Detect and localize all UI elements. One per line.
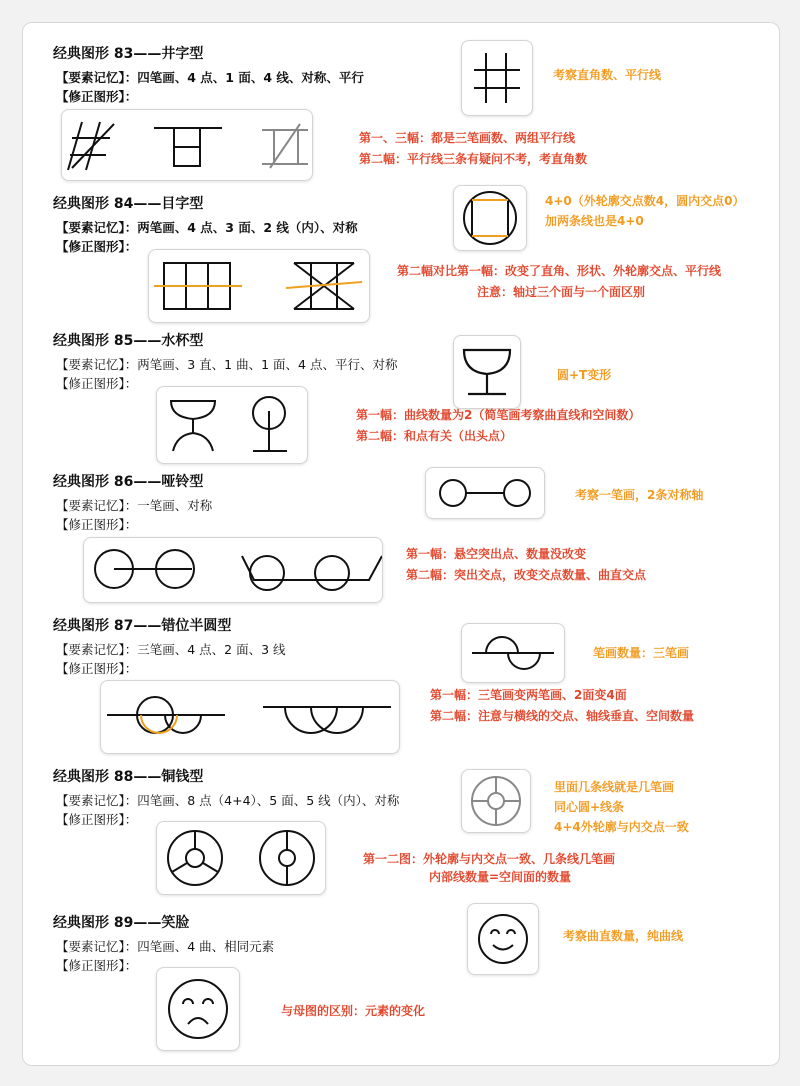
section-84-note-1: 第二幅对比第一幅：改变了直角、形状、外轮廓交点、平行线 (397, 264, 722, 278)
section-88-note-2: 内部线数量=空间面的数量 (429, 870, 572, 884)
cup-figure (454, 336, 520, 408)
section-83-variants (62, 110, 312, 180)
section-85-mother-figure (453, 335, 521, 409)
section-83-title: 经典图形 83——井字型 (53, 46, 204, 62)
section-89-title: 经典图形 89——笑脸 (53, 915, 190, 931)
section-86-title: 经典图形 86——哑铃型 (53, 474, 204, 490)
section-87-memory: 【要素记忆】：三笔画、4 点、2 面、3 线 (56, 642, 286, 657)
section-83-note-1: 第一、三幅：都是三笔画数、两组平行线 (359, 131, 576, 145)
section-89-side-note: 考察曲直数量，纯曲线 (563, 929, 684, 943)
tic-tac-toe-figure (462, 41, 532, 115)
section-85-correction-figures (156, 386, 308, 464)
section-86-note-1: 第一幅：悬空突出点、数量没改变 (406, 547, 587, 561)
section-85-variants (157, 387, 307, 463)
section-85-title: 经典图形 85——水杯型 (53, 333, 204, 349)
section-87-correction: 【修正图形】： (56, 661, 138, 676)
section-89-correction: 【修正图形】： (56, 958, 138, 973)
section-83-memory: 【要素记忆】：四笔画、4 点、1 面、4 线、对称、平行 (56, 70, 364, 85)
section-88-side-note-3: 4+4外轮廓与内交点一致 (554, 820, 689, 834)
section-84-memory: 【要素记忆】：两笔画、4 点、3 面、2 线（内）、对称 (56, 220, 358, 235)
section-87-note-2: 第二幅：注意与横线的交点、轴线垂直、空间数量 (430, 709, 695, 723)
section-89-note-1: 与母图的区别：元素的变化 (281, 1004, 426, 1018)
section-88-variants (157, 822, 325, 894)
section-87-title: 经典图形 87——错位半圆型 (53, 618, 232, 634)
section-87-mother-figure (461, 623, 565, 683)
section-87-note-1: 第一幅：三笔画变两笔画、2面变4面 (430, 688, 627, 702)
coin-figure (462, 770, 530, 832)
section-84-side-note-2: 加两条线也是4+0 (545, 214, 644, 228)
section-83-note-2: 第二幅：平行线三条有疑问不考，考直角数 (359, 152, 588, 166)
section-86-note-2: 第二幅：突出交点，改变交点数量、曲直交点 (406, 568, 647, 582)
offset-semicircle-figure (462, 624, 564, 682)
section-86-correction-figures (83, 537, 383, 603)
section-84-side-note-1: 4+0（外轮廓交点数4，圆内交点0） (545, 194, 745, 208)
section-84-mother-figure (453, 185, 527, 251)
section-84-variants (149, 250, 369, 322)
document-page (22, 22, 780, 1066)
section-85-correction: 【修正图形】： (56, 376, 138, 391)
section-88-side-note-1: 里面几条线就是几笔画 (554, 780, 675, 794)
section-84-correction-figures (148, 249, 370, 323)
section-88-note-1: 第一二图：外轮廓与内交点一致、几条线几笔画 (363, 852, 616, 866)
section-88-correction: 【修正图形】： (56, 812, 138, 827)
section-85-memory: 【要素记忆】：两笔画、3 直、1 曲、1 面、4 点、平行、对称 (56, 357, 398, 372)
section-83-mother-figure (461, 40, 533, 116)
section-85-side-note: 圆+T变形 (557, 368, 612, 382)
section-87-side-note: 笔画数量：三笔画 (593, 646, 690, 660)
section-86-variants (84, 538, 382, 602)
section-88-side-note-2: 同心圆+线条 (554, 800, 625, 814)
section-84-correction: 【修正图形】： (56, 239, 138, 254)
smiley-face-figure (468, 904, 538, 974)
section-88-correction-figures (156, 821, 326, 895)
circle-square-figure (454, 186, 526, 250)
section-83-correction-figures (61, 109, 313, 181)
dumbbell-figure (426, 468, 544, 518)
section-85-note-1: 第一幅：曲线数量为2（简笔画考察曲直线和空间数） (356, 408, 641, 422)
section-87-correction-figures (100, 680, 400, 754)
section-86-correction: 【修正图形】： (56, 517, 138, 532)
section-83-side-note: 考察直角数、平行线 (553, 68, 662, 82)
section-89-mother-figure (467, 903, 539, 975)
section-88-mother-figure (461, 769, 531, 833)
section-86-mother-figure (425, 467, 545, 519)
section-88-title: 经典图形 88——铜钱型 (53, 769, 204, 785)
section-87-variants (101, 681, 399, 753)
section-84-note-2: 注意：轴过三个面与一个面区别 (477, 285, 646, 299)
section-89-correction-figures (156, 967, 240, 1051)
section-86-side-note: 考察一笔画，2条对称轴 (575, 488, 704, 502)
section-86-memory: 【要素记忆】：一笔画、对称 (56, 498, 213, 513)
frowning-face-figure (157, 968, 239, 1050)
section-85-note-2: 第二幅：和点有关（出头点） (356, 429, 513, 443)
section-89-memory: 【要素记忆】：四笔画、4 曲、相同元素 (56, 939, 275, 954)
section-83-correction: 【修正图形】： (56, 89, 138, 104)
section-88-memory: 【要素记忆】：四笔画、8 点（4+4）、5 面、5 线（内）、对称 (56, 793, 400, 808)
section-84-title: 经典图形 84——目字型 (53, 196, 204, 212)
